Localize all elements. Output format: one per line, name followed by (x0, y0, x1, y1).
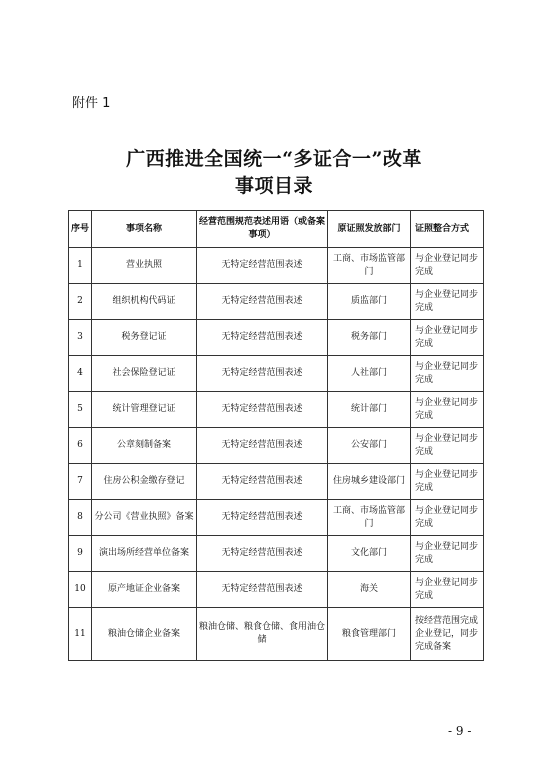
issuing-department-cell: 统计部门 (328, 392, 411, 428)
table-row (69, 536, 484, 572)
items-table (68, 210, 484, 661)
row-index-cell: 3 (69, 320, 92, 356)
header-issuing-department: 原证照发放部门 (328, 211, 411, 248)
item-name-cell: 社会保险登记证 (92, 356, 197, 392)
row-index-cell: 7 (69, 464, 92, 500)
business-scope-cell: 无特定经营范围表述 (197, 284, 328, 320)
issuing-department-cell: 海关 (328, 572, 411, 608)
document-subtitle: 事项目录 (234, 175, 313, 197)
row-index-cell: 10 (69, 572, 92, 608)
business-scope-cell: 无特定经营范围表述 (197, 356, 328, 392)
page-number: - 9 - (448, 724, 472, 738)
table-row (69, 500, 484, 536)
issuing-department-cell: 粮食管理部门 (328, 608, 411, 661)
attachment-label: 附件 1 (72, 96, 111, 111)
item-name-cell: 粮油仓储企业备案 (92, 608, 197, 661)
item-name-cell: 公章刻制备案 (92, 428, 197, 464)
business-scope-cell: 无特定经营范围表述 (197, 392, 328, 428)
header-business-scope: 经营范围规范表述用语（或备案事项） (197, 211, 328, 248)
integration-method-cell: 与企业登记同步完成 (411, 284, 484, 320)
integration-method-cell: 与企业登记同步完成 (411, 248, 484, 284)
header-item-name: 事项名称 (92, 211, 197, 248)
business-scope-cell: 无特定经营范围表述 (197, 464, 328, 500)
issuing-department-cell: 人社部门 (328, 356, 411, 392)
business-scope-cell: 无特定经营范围表述 (197, 536, 328, 572)
header-index: 序号 (69, 211, 92, 248)
issuing-department-cell: 公安部门 (328, 428, 411, 464)
integration-method-cell: 与企业登记同步完成 (411, 572, 484, 608)
business-scope-cell: 无特定经营范围表述 (197, 572, 328, 608)
table-row (69, 248, 484, 284)
issuing-department-cell: 文化部门 (328, 536, 411, 572)
integration-method-cell: 与企业登记同步完成 (411, 320, 484, 356)
integration-method-cell: 与企业登记同步完成 (411, 500, 484, 536)
row-index-cell: 9 (69, 536, 92, 572)
integration-method-cell: 与企业登记同步完成 (411, 428, 484, 464)
issuing-department-cell: 工商、市场监管部门 (328, 248, 411, 284)
item-name-cell: 税务登记证 (92, 320, 197, 356)
item-name-cell: 组织机构代码证 (92, 284, 197, 320)
table-row (69, 464, 484, 500)
business-scope-cell: 无特定经营范围表述 (197, 248, 328, 284)
row-index-cell: 6 (69, 428, 92, 464)
document-title: 广西推进全国统一“多证合一”改革 (126, 148, 422, 170)
row-index-cell: 11 (69, 608, 92, 661)
integration-method-cell: 与企业登记同步完成 (411, 536, 484, 572)
integration-method-cell: 与企业登记同步完成 (411, 356, 484, 392)
item-name-cell: 统计管理登记证 (92, 392, 197, 428)
table-row (69, 572, 484, 608)
business-scope-cell: 粮油仓储、粮食仓储、食用油仓储 (197, 608, 328, 661)
header-integration-method: 证照整合方式 (411, 211, 484, 248)
issuing-department-cell: 住房城乡建设部门 (328, 464, 411, 500)
row-index-cell: 1 (69, 248, 92, 284)
table-row (69, 356, 484, 392)
row-index-cell: 2 (69, 284, 92, 320)
business-scope-cell: 无特定经营范围表述 (197, 428, 328, 464)
table-row (69, 320, 484, 356)
table-row (69, 608, 484, 661)
table-row (69, 392, 484, 428)
business-scope-cell: 无特定经营范围表述 (197, 500, 328, 536)
item-name-cell: 演出场所经营单位备案 (92, 536, 197, 572)
row-index-cell: 8 (69, 500, 92, 536)
item-name-cell: 营业执照 (92, 248, 197, 284)
table-row (69, 428, 484, 464)
integration-method-cell: 与企业登记同步完成 (411, 392, 484, 428)
issuing-department-cell: 税务部门 (328, 320, 411, 356)
table-header-row (69, 211, 484, 248)
row-index-cell: 4 (69, 356, 92, 392)
integration-method-cell: 与企业登记同步完成 (411, 464, 484, 500)
table-row (69, 284, 484, 320)
item-name-cell: 住房公积金缴存登记 (92, 464, 197, 500)
row-index-cell: 5 (69, 392, 92, 428)
business-scope-cell: 无特定经营范围表述 (197, 320, 328, 356)
item-name-cell: 分公司《营业执照》备案 (92, 500, 197, 536)
issuing-department-cell: 工商、市场监管部门 (328, 500, 411, 536)
issuing-department-cell: 质监部门 (328, 284, 411, 320)
integration-method-cell: 按经营范围完成企业登记，同步完成备案 (411, 608, 484, 661)
item-name-cell: 原产地证企业备案 (92, 572, 197, 608)
